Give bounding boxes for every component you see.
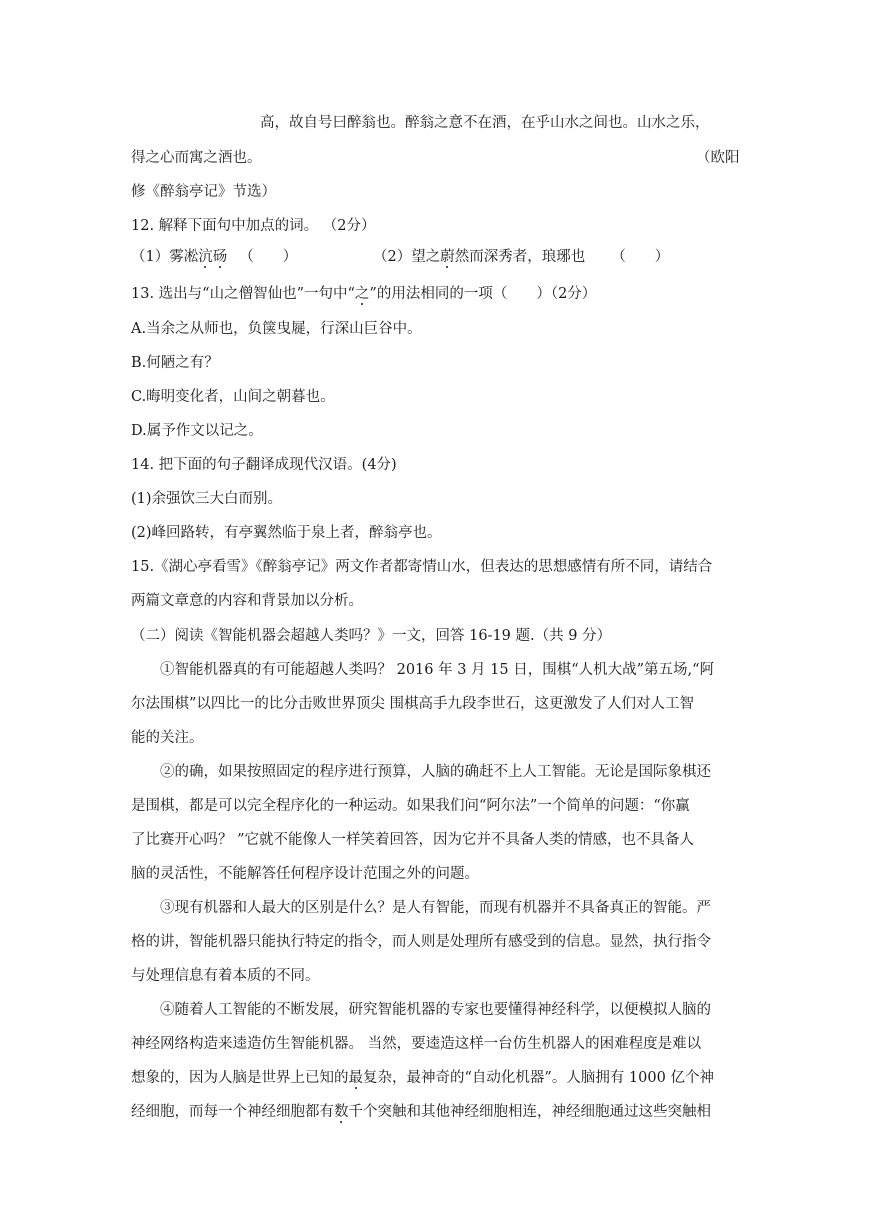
article-line: 是围棋，都是可以完全程序化的一种运动。如果我们问“阿尔法”一个简单的问题：“你赢 <box>131 798 690 814</box>
passage-source: 修《醉翁亭记》节选） <box>131 184 276 200</box>
line-text: 千个突触和其他神经细胞相连，神经细胞通过这些突触相 <box>348 1104 711 1120</box>
line-text: 想象的，因为人脑是世界上已知的 <box>131 1070 349 1086</box>
stem-text: 13. 选出与“山之僧智仙也”一句中 <box>131 286 348 302</box>
article-line: ③现有机器和人最大的区别是什么？是人有智能，而现有机器并不具备真正的智能。严 <box>160 900 711 916</box>
option-b: B.何陋之有？ <box>131 355 219 371</box>
article-line: 脑的灵活性，不能解答任何程序设计范围之外的问题。 <box>131 866 479 882</box>
passage-line: 得之心而寓之酒也。 <box>131 150 262 166</box>
passage-line: 高，故自号曰醉翁也。醉翁之意不在酒，在乎山水之间也。山水之乐， <box>260 115 710 131</box>
article-line: 与处理信息有着本质的不同。 <box>131 968 320 984</box>
dotted-word: 砀 <box>212 249 228 265</box>
question-13-stem <box>131 284 596 304</box>
item-text: 然而深秀者，琅琊也 <box>454 249 586 265</box>
article-line: 尔法围棋”以四比一的比分击败世界顶尖 围棋高手九段李世石，这更激发了人们对人工智 <box>131 696 695 712</box>
article-line <box>131 1068 714 1088</box>
question-14-item: (1)余强饮三大白而别。 <box>131 491 283 507</box>
article-line: 神经网络构造来逵造仿生智能机器。 当然，要逵造这样一台仿生机器人的困难程度是难以 <box>131 1036 702 1052</box>
option-d: D.属予作文以记之。 <box>131 423 263 439</box>
item-text: （2）望之 <box>373 249 441 265</box>
item-text: （1）雾凇 <box>131 249 199 265</box>
article-line <box>131 1102 711 1122</box>
question-15-stem: 两篇文章意的内容和背景加以分析。 <box>131 593 363 609</box>
dotted-word: 最 <box>348 1070 363 1086</box>
question-14-stem: 14. 把下面的句子翻译成现代汉语。(4分) <box>131 457 397 473</box>
dotted-word: 蔚 <box>440 249 455 265</box>
article-line: ④随着人工智能的不断发展，研究智能机器的专家也要懂得神经科学，以便模拟人脑的 <box>160 1002 711 1018</box>
article-line: 格的讲，智能机器只能执行特定的指令，而人则是处理所有感受到的信息。显然，执行指令 <box>131 934 711 950</box>
line-text: 复杂，最神奇的“自动化机器”。人脑拥有 1000 亿个神 <box>363 1070 714 1086</box>
option-c: C.晦明变化者，山间之朝暮也。 <box>131 389 335 405</box>
article-line: 了比赛开心吗？ ”它就不能像人一样笑着回答，因为它并不具备人类的情感，也不具备人 <box>131 832 695 848</box>
dotted-word: 沆 <box>198 249 213 265</box>
stem-text: 的用法相同的一项（ ）（2分） <box>376 286 597 302</box>
answer-blank: （ ） <box>239 249 298 265</box>
question-15-stem: 15.《湖心亭看雪》《醉翁亭记》两文作者都寄情山水，但表达的思想感情有所不同，请结合 <box>131 559 713 575</box>
dotted-word: 数 <box>334 1104 349 1120</box>
line-text: 经细胞，而每一个神经细胞都有 <box>131 1104 334 1120</box>
article-line: ②的确，如果按照固定的程序进行预算，人脑的确赶不上人工智能。无论是国际象棋还 <box>160 764 711 780</box>
answer-blank: （ ） <box>611 249 670 265</box>
question-12-item-1 <box>131 247 297 267</box>
question-12-stem: 12. 解释下面句中加点的词。 （2分） <box>131 218 376 234</box>
question-14-item: (2)峰回路转，有亭翼然临于泉上者，醉翁亭也。 <box>131 525 442 541</box>
dotted-word: “之” <box>347 286 377 302</box>
article-line: ①智能机器真的有可能超越人类吗？ 2016 年 3 月 15 日，围棋“人机大战”第五场,“阿 <box>160 662 715 678</box>
article-line: 能的关注。 <box>131 730 204 746</box>
question-12-item-2 <box>373 247 669 267</box>
passage-source: （欧阳 <box>696 150 740 166</box>
section-heading: （二）阅读《智能机器会超越人类吗？》一文，回答 16-19 题.（共 9 分） <box>131 628 612 644</box>
option-a: A.当余之从师也，负箧曳屣，行深山巨谷中。 <box>131 321 422 337</box>
